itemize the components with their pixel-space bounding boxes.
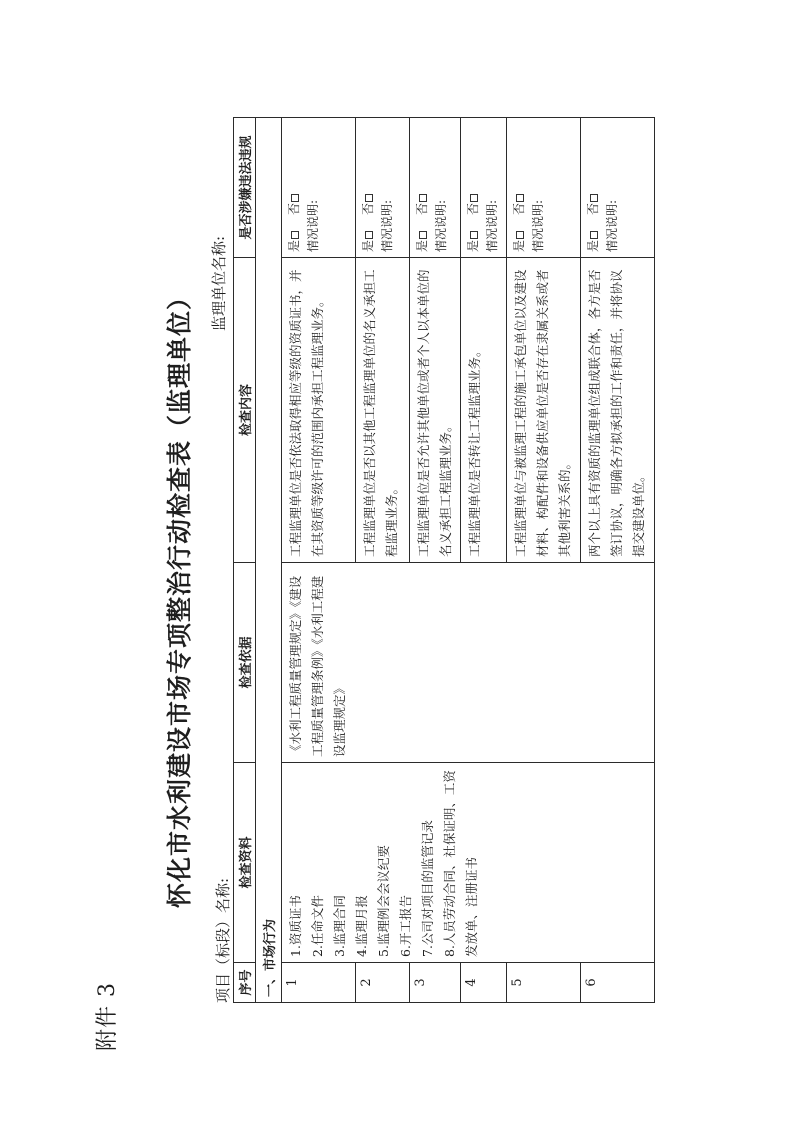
material-item: 1.资质证书 (288, 895, 303, 957)
content-cell: 工程监理单位是否依法取得相应等级的资质证书，并在其资质等级许可的范围内承担工程监理业务。 (282, 258, 356, 563)
note-label: 情况说明: (434, 199, 448, 252)
yes-checkbox[interactable] (365, 231, 373, 239)
row-number: 6 (581, 963, 655, 1003)
header-violation: 是否涉嫌违法违规 (234, 118, 256, 258)
note-label: 情况说明: (605, 199, 619, 252)
violation-cell (282, 118, 356, 258)
no-label: 否 (466, 202, 480, 215)
materials-cell (282, 763, 655, 963)
material-item: 7.公司对项目的监管记录 (420, 820, 435, 957)
no-checkbox[interactable] (291, 194, 299, 202)
header-basis: 检查依据 (234, 563, 256, 763)
content-cell: 工程监理单位是否允许其他单位或者个人以本单位的名义承担工程监理业务。 (410, 258, 461, 563)
inspection-table (233, 117, 655, 1003)
table-row (282, 118, 356, 1003)
material-item: 3.监理合同 (332, 895, 347, 957)
table-header-row (234, 118, 256, 1003)
row-number: 1 (282, 963, 356, 1003)
material-item: 6.开工报告 (398, 895, 413, 957)
header-content: 检查内容 (234, 258, 256, 563)
material-item: 4.监理月报 (354, 895, 369, 957)
violation-cell (581, 118, 655, 258)
violation-cell (410, 118, 461, 258)
material-item: 5.监理例会会议纪要 (376, 845, 391, 957)
no-label: 否 (512, 202, 526, 215)
basis-cell: 《水利工程质量管理规定》《建设工程质量管理条例》《水利工程建设监理规定》 (282, 563, 655, 763)
no-label: 否 (361, 202, 375, 215)
yes-label: 是 (361, 239, 375, 252)
row-number: 4 (461, 963, 507, 1003)
no-label: 否 (287, 202, 301, 215)
material-item: 8.人员劳动合同、社保证明、工资发放单、注册证书 (442, 770, 479, 957)
note-label: 情况说明: (306, 199, 320, 252)
material-item: 2.任命文件 (310, 895, 325, 957)
yes-label: 是 (586, 239, 600, 252)
note-label: 情况说明: (531, 199, 545, 252)
yes-label: 是 (415, 239, 429, 252)
no-checkbox[interactable] (516, 194, 524, 202)
section-row (256, 118, 282, 1003)
no-checkbox[interactable] (470, 194, 478, 202)
violation-cell (507, 118, 581, 258)
row-number: 5 (507, 963, 581, 1003)
header-materials: 检查资料 (234, 763, 256, 963)
content-cell: 工程监理单位是否以其他工程监理单位的名义承担工程监理业务。 (356, 258, 410, 563)
page-title: 怀化市水利建设市场专项整治行动检查表（监理单位） (165, 284, 194, 909)
no-checkbox[interactable] (419, 194, 427, 202)
yes-checkbox[interactable] (590, 231, 598, 239)
note-label: 情况说明: (380, 199, 394, 252)
yes-checkbox[interactable] (291, 231, 299, 239)
note-label: 情况说明: (485, 199, 499, 252)
yes-label: 是 (512, 239, 526, 252)
violation-cell (356, 118, 410, 258)
no-label: 否 (415, 202, 429, 215)
yes-checkbox[interactable] (516, 231, 524, 239)
yes-label: 是 (466, 239, 480, 252)
yes-checkbox[interactable] (470, 231, 478, 239)
row-number: 2 (356, 963, 410, 1003)
content-cell: 工程监理单位是否转让工程监理业务。 (461, 258, 507, 563)
project-name-label: 项目（标段）名称: (214, 877, 232, 1003)
yes-label: 是 (287, 239, 301, 252)
no-label: 否 (586, 202, 600, 215)
content-cell: 工程监理单位与被监理工程的施工承包单位以及建设材料、构配件和设备供应单位是否存在隶属关系或者其他利害关系的。 (507, 258, 581, 563)
supervision-unit-label: 监理单位名称: (210, 235, 228, 331)
yes-checkbox[interactable] (419, 231, 427, 239)
content-cell: 两个以上具有资质的监理单位组成联合体，各方是否签订协议，明确各方拟承担的工作和责任，并将协议提交建设单位。 (581, 258, 655, 563)
row-number: 3 (410, 963, 461, 1003)
no-checkbox[interactable] (590, 194, 598, 202)
violation-cell (461, 118, 507, 258)
no-checkbox[interactable] (365, 194, 373, 202)
section-title: 一、市场行为 (256, 118, 282, 1003)
attachment-label: 附件 3 (95, 982, 120, 1051)
header-no: 序号 (234, 963, 256, 1003)
rotated-document (0, 71, 793, 1121)
